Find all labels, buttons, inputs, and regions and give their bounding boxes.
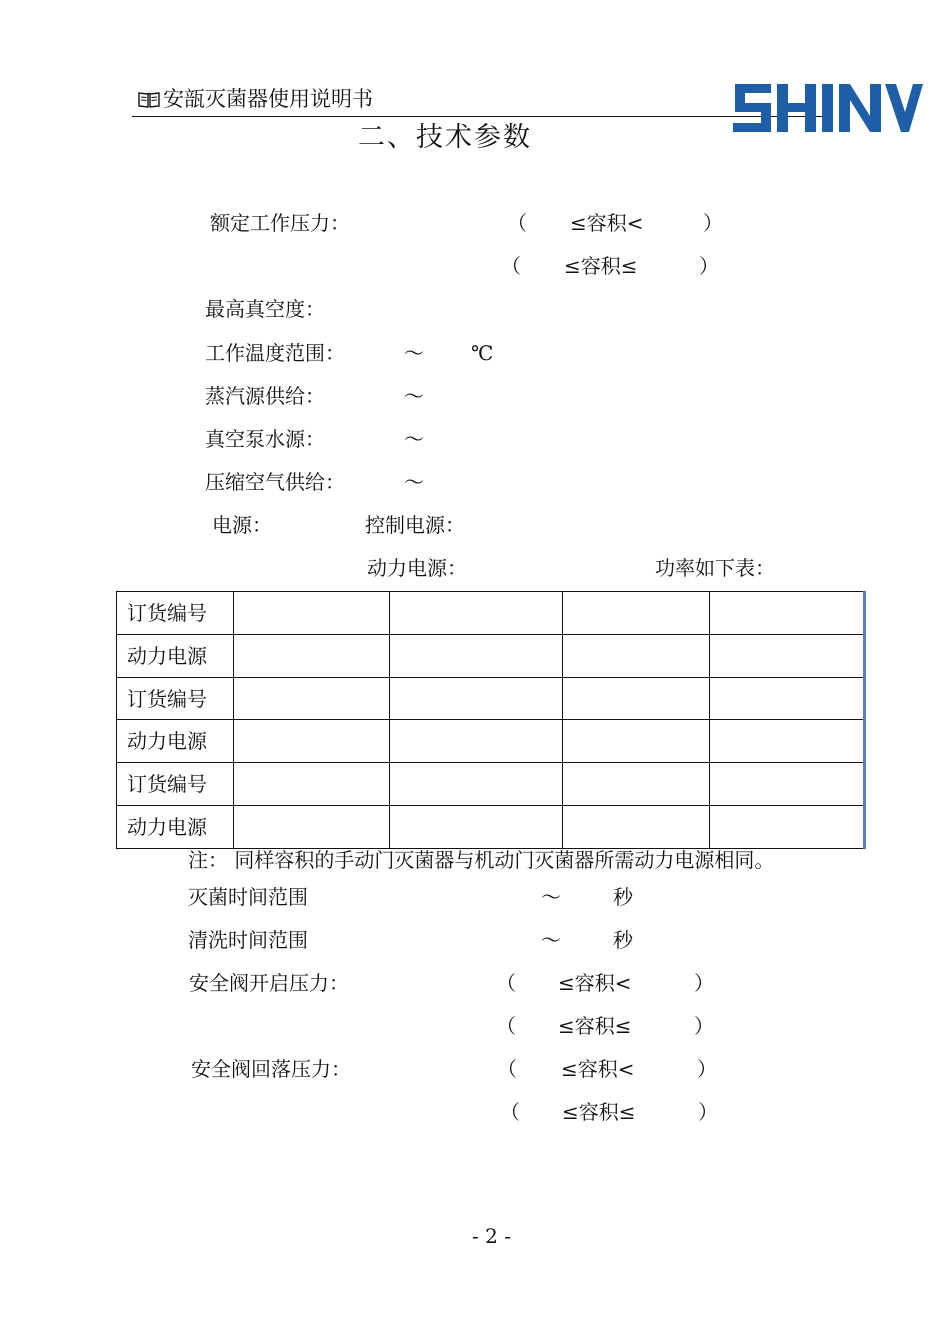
open-book-icon [137, 90, 161, 108]
table-row-label: 动力电源 [117, 720, 234, 763]
table-row [117, 677, 866, 720]
table-row-label: 订货编号 [117, 592, 234, 635]
wash-time-label: 清洗时间范围 [188, 928, 308, 952]
rated-pressure-row1-close: ） [703, 211, 723, 235]
safety-open-row2-range: ≤容积≤ [558, 1014, 632, 1038]
safety-open-row1-range: ≤容积< [558, 971, 632, 995]
table-cell [710, 806, 866, 849]
wash-time-tilde: ～ [541, 928, 561, 952]
power-label: 电源： [212, 513, 272, 537]
table-cell [234, 720, 390, 763]
safety-open-label: 安全阀开启压力： [189, 971, 349, 995]
compressed-air-tilde: ～ [404, 470, 424, 494]
vacuum-pump-water-label: 真空泵水源： [205, 427, 325, 451]
safety-open-row1-close: ） [694, 971, 714, 995]
rated-pressure-row1-range: ≤容积< [570, 211, 644, 235]
table-row [117, 720, 866, 763]
table-cell [390, 720, 563, 763]
sterilize-time-tilde: ～ [541, 885, 561, 909]
table-row-label: 动力电源 [117, 806, 234, 849]
table-cell [710, 634, 866, 677]
table-cell [563, 763, 710, 806]
safety-close-row2-range: ≤容积≤ [562, 1100, 636, 1124]
table-cell [710, 720, 866, 763]
table-cell [234, 592, 390, 635]
header-divider [132, 116, 822, 117]
table-row [117, 763, 866, 806]
drive-power-label: 动力电源： [367, 556, 467, 580]
max-vacuum-label: 最高真空度： [205, 297, 325, 321]
rated-pressure-label: 额定工作压力： [210, 211, 350, 235]
power-table [116, 591, 866, 849]
power-table-label: 功率如下表： [655, 556, 775, 580]
table-row-label: 订货编号 [117, 677, 234, 720]
safety-close-row1-open: （ [497, 1057, 517, 1081]
temp-range-tilde: ～ [404, 341, 424, 365]
table-cell [710, 677, 866, 720]
rated-pressure-row2-range: ≤容积≤ [564, 254, 638, 278]
rated-pressure-row2-open: （ [501, 254, 521, 278]
safety-open-row2-close: ） [694, 1014, 714, 1038]
sterilize-time-unit: 秒 [613, 885, 633, 909]
table-row [117, 634, 866, 677]
table-cell [390, 592, 563, 635]
steam-supply-tilde: ～ [404, 384, 424, 408]
page-number: - 2 - [472, 1224, 511, 1248]
table-cell [390, 677, 563, 720]
table-cell [234, 634, 390, 677]
table-cell [390, 806, 563, 849]
table-cell [390, 763, 563, 806]
safety-close-row1-range: ≤容积< [561, 1057, 635, 1081]
table-cell [390, 634, 563, 677]
wash-time-unit: 秒 [613, 928, 633, 952]
table-cell [234, 763, 390, 806]
compressed-air-label: 压缩空气供给： [205, 470, 345, 494]
safety-close-row2-close: ） [698, 1100, 718, 1124]
shinva-logo [731, 80, 925, 136]
table-row-label: 动力电源 [117, 634, 234, 677]
section-title: 二、技术参数 [358, 122, 532, 153]
table-cell [710, 763, 866, 806]
safety-close-row2-open: （ [500, 1100, 520, 1124]
control-power-label: 控制电源： [365, 513, 465, 537]
table-right-edge [863, 591, 866, 849]
table-row [117, 592, 866, 635]
sterilize-time-label: 灭菌时间范围 [188, 885, 308, 909]
header-title-text: 安瓿灭菌器使用说明书 [163, 87, 373, 111]
table-cell [563, 677, 710, 720]
steam-supply-label: 蒸汽源供给： [205, 384, 325, 408]
safety-open-row2-open: （ [496, 1014, 516, 1038]
table-cell [563, 806, 710, 849]
table-row-label: 订货编号 [117, 763, 234, 806]
rated-pressure-row2-close: ） [699, 254, 719, 278]
table-cell [234, 677, 390, 720]
document-header-title [137, 86, 373, 112]
table-cell [234, 806, 390, 849]
table-cell [563, 592, 710, 635]
safety-close-row1-close: ） [697, 1057, 717, 1081]
rated-pressure-row1-open: （ [507, 211, 527, 235]
table-cell [710, 592, 866, 635]
temp-range-unit: ℃ [471, 341, 494, 365]
table-row [117, 806, 866, 849]
temp-range-label: 工作温度范围： [205, 341, 345, 365]
table-cell [563, 634, 710, 677]
table-note: 注： 同样容积的手动门灭菌器与机动门灭菌器所需动力电源相同。 [188, 848, 775, 872]
vacuum-pump-water-tilde: ～ [404, 427, 424, 451]
safety-open-row1-open: （ [496, 971, 516, 995]
table-cell [563, 720, 710, 763]
safety-close-label: 安全阀回落压力： [191, 1057, 351, 1081]
